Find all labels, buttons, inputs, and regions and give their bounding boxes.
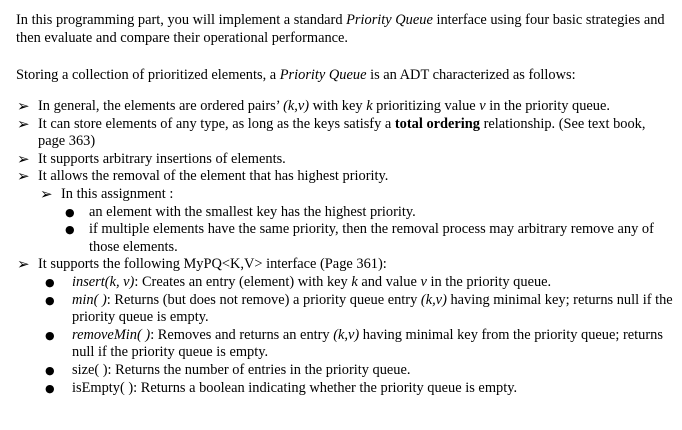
- list-item: [64, 221, 674, 256]
- method-removemin-text-2: having minimal key from the priority queue; returns null if the priority queue is empty.: [72, 326, 663, 361]
- bullet-1-text-4: in the priority queue.: [485, 98, 610, 114]
- intro-text-2: interface using four basic strategies and then evaluate and compare their operational performance.: [16, 12, 665, 46]
- list-item: [44, 274, 674, 292]
- method-min-signature: min( ): [72, 291, 107, 308]
- bullet-1-text-1: In general, the elements are ordered pairs’: [38, 98, 284, 114]
- dot-bullet-icon: ●: [65, 223, 75, 237]
- dot-bullet-icon: ●: [45, 363, 55, 377]
- bullet-2-bold: total ordering: [394, 115, 481, 132]
- arrow-bullet-icon: ➢: [17, 255, 30, 274]
- method-min-text-2: having minimal key; returns null if the priority queue is empty.: [72, 291, 673, 326]
- bullet-5-text: It supports the following MyPQ<K,V> interface (Page 361):: [38, 256, 387, 273]
- intro-term: Priority Queue: [346, 12, 433, 28]
- intro-text-1: In this programming part, you will implement a standard: [16, 12, 347, 28]
- bullet-1-pair: (k,v): [283, 98, 310, 114]
- bullet-3-text: It supports arbitrary insertions of elements.: [38, 150, 286, 167]
- assignment-points: [61, 204, 674, 257]
- dot-bullet-icon: ●: [45, 381, 55, 395]
- bullet-1-text-3: prioritizing value: [372, 98, 480, 114]
- bullet-1-text-2: with key: [309, 98, 367, 114]
- arrow-bullet-icon: ➢: [17, 97, 30, 115]
- method-min-pair: (k,v): [420, 291, 447, 308]
- dot-bullet-icon: ●: [45, 293, 55, 307]
- list-item: [17, 256, 674, 397]
- method-removemin-signature: removeMin( ): [72, 326, 151, 343]
- characteristics-list: [17, 98, 674, 397]
- intro-paragraph: [16, 12, 672, 47]
- arrow-bullet-icon: ➢: [17, 149, 30, 168]
- assignment-heading: In this assignment :: [61, 185, 174, 202]
- dot-bullet-icon: ●: [45, 275, 55, 289]
- method-insert-k: k: [351, 273, 358, 290]
- list-item: [44, 292, 674, 327]
- dot-bullet-icon: ●: [65, 205, 75, 219]
- bullet-1-k: k: [366, 98, 373, 114]
- bullet-4-text: It allows the removal of the element that has highest priority.: [38, 168, 389, 185]
- method-insert-text-3: in the priority queue.: [426, 273, 552, 290]
- method-insert-text-1: : Creates an entry (element) with key: [134, 273, 352, 290]
- list-item: [17, 98, 674, 116]
- assignment-point-2: if multiple elements have the same priority, then the removal process may arbitrary remove any of those elements.: [89, 221, 654, 255]
- list-item: [17, 168, 674, 256]
- method-insert-signature: insert(k, v): [72, 273, 135, 290]
- method-min-text-1: : Returns (but does not remove) a priority queue entry: [106, 291, 421, 308]
- definition-term: Priority Queue: [279, 67, 367, 83]
- arrow-bullet-icon: ➢: [17, 167, 30, 186]
- interface-methods-list: [38, 274, 674, 397]
- definition-text-2: is an ADT characterized as follows:: [366, 67, 576, 83]
- list-item: [44, 327, 674, 362]
- list-item: [44, 380, 674, 398]
- list-item: [40, 186, 674, 256]
- method-insert-text-2: and value: [357, 273, 421, 290]
- arrow-bullet-icon: ➢: [40, 184, 53, 203]
- assignment-sublist: [38, 186, 674, 256]
- bullet-2-text-1: It can store elements of any type, as long as the keys satisfy a: [38, 115, 395, 132]
- list-item: [64, 204, 674, 222]
- list-item: [44, 362, 674, 380]
- dot-bullet-icon: ●: [45, 328, 55, 342]
- list-item: [17, 116, 674, 151]
- method-size-text: size( ): Returns the number of entries in the priority queue.: [72, 361, 411, 378]
- bullet-2-text-2: relationship. (See text book, page 363): [38, 115, 646, 150]
- arrow-bullet-icon: ➢: [17, 114, 30, 133]
- assignment-point-1: an element with the smallest key has the highest priority.: [89, 203, 416, 220]
- method-removemin-text-1: : Removes and returns an entry: [150, 326, 334, 343]
- method-insert-v: v: [420, 273, 427, 290]
- definition-text-1: Storing a collection of prioritized elements, a: [16, 67, 280, 83]
- bullet-1-v: v: [479, 98, 486, 114]
- method-isempty-text: isEmpty( ): Returns a boolean indicating whether the priority queue is empty.: [72, 379, 518, 396]
- list-item: [17, 151, 674, 169]
- method-removemin-pair: (k,v): [333, 326, 360, 343]
- definition-paragraph: [16, 67, 672, 85]
